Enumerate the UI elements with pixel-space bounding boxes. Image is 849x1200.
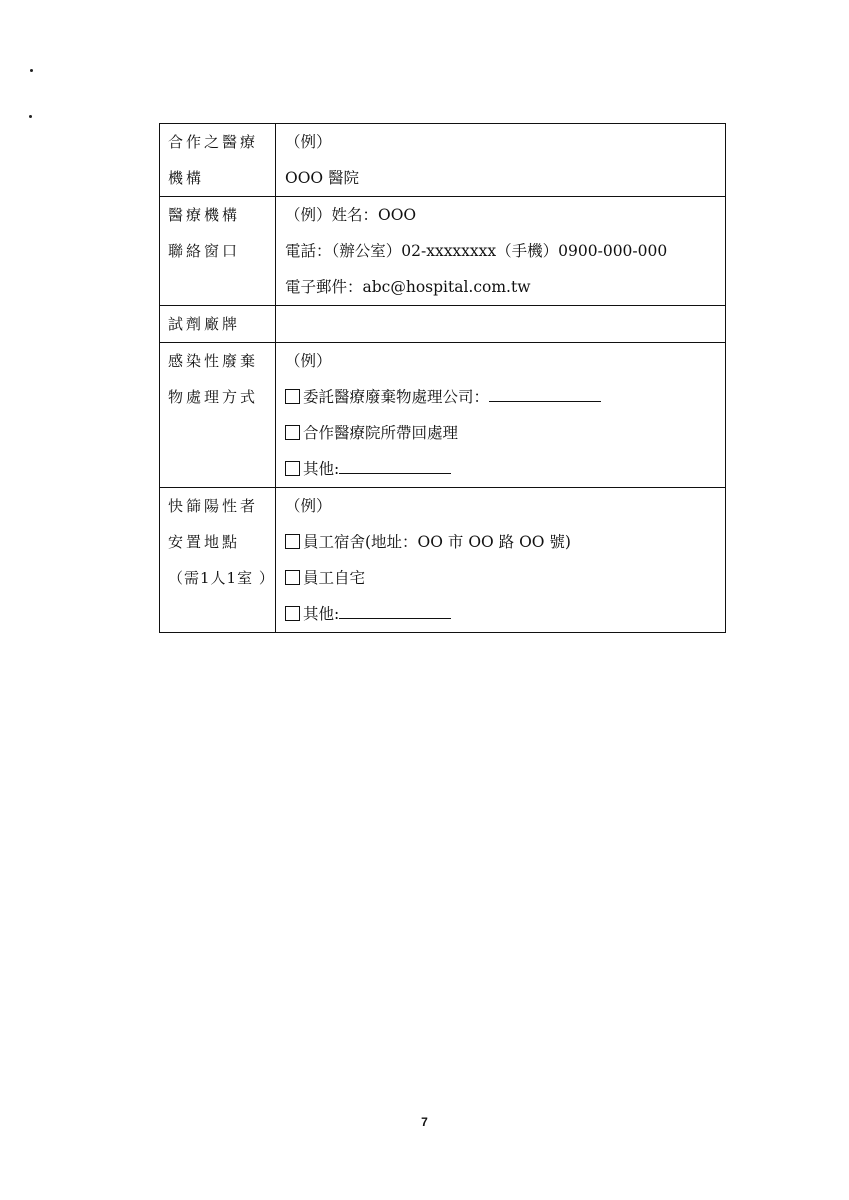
row-label-reagent-brand: 試劑廠牌 <box>160 306 276 343</box>
option-partner-hospital: 合作醫療院所帶回處理 <box>276 415 725 451</box>
checkbox[interactable] <box>285 425 300 440</box>
fill-in-blank[interactable] <box>339 459 451 474</box>
contact-info-table <box>159 123 726 633</box>
checkbox[interactable] <box>285 570 300 585</box>
option-commissioned-company: 委託醫療廢棄物處理公司： <box>276 379 725 415</box>
row-content-contact-window <box>276 197 726 306</box>
scan-speck <box>29 115 32 118</box>
fill-in-blank[interactable] <box>489 387 601 402</box>
option-staff-dormitory: 員工宿舍(地址：OO 市 OO 路 OO 號) <box>276 524 725 560</box>
example-marker: （例） <box>285 352 332 370</box>
checkbox[interactable] <box>285 389 300 404</box>
row-content-positive-placement <box>276 488 726 633</box>
checkbox[interactable] <box>285 461 300 476</box>
example-marker: （例） <box>285 133 332 151</box>
option-other: 其他: <box>276 451 725 487</box>
row-label-contact-window: 醫療機構 聯絡窗口 <box>160 197 276 306</box>
option-staff-home: 員工自宅 <box>276 560 725 596</box>
page-number: 7 <box>421 1115 428 1129</box>
contact-name: （例）姓名：OOO <box>285 206 417 224</box>
table-row <box>160 124 726 197</box>
row-label-partner-institution: 合作之醫療 機構 <box>160 124 276 197</box>
checkbox[interactable] <box>285 606 300 621</box>
example-marker: （例） <box>285 497 332 515</box>
checkbox[interactable] <box>285 534 300 549</box>
table-row <box>160 197 726 306</box>
option-other: 其他: <box>276 596 725 632</box>
fill-in-blank[interactable] <box>339 604 451 619</box>
row-content-reagent-brand <box>276 306 726 343</box>
contact-phone: 電話：（辦公室）02-xxxxxxxx（手機）0900-000-000 <box>285 242 668 260</box>
reagent-brand-value <box>276 306 725 342</box>
hospital-name: OOO 醫院 <box>285 169 360 187</box>
row-content-partner-institution <box>276 124 726 197</box>
contact-email: 電子郵件：abc@hospital.com.tw <box>285 278 531 296</box>
row-content-waste-disposal <box>276 343 726 488</box>
row-label-positive-placement: 快篩陽性者 安置地點 （需1人1室 ） <box>160 488 276 633</box>
row-label-waste-disposal: 感染性廢棄 物處理方式 <box>160 343 276 488</box>
table-row <box>160 488 726 633</box>
table-row <box>160 306 726 343</box>
scan-speck <box>30 69 33 72</box>
table-row <box>160 343 726 488</box>
